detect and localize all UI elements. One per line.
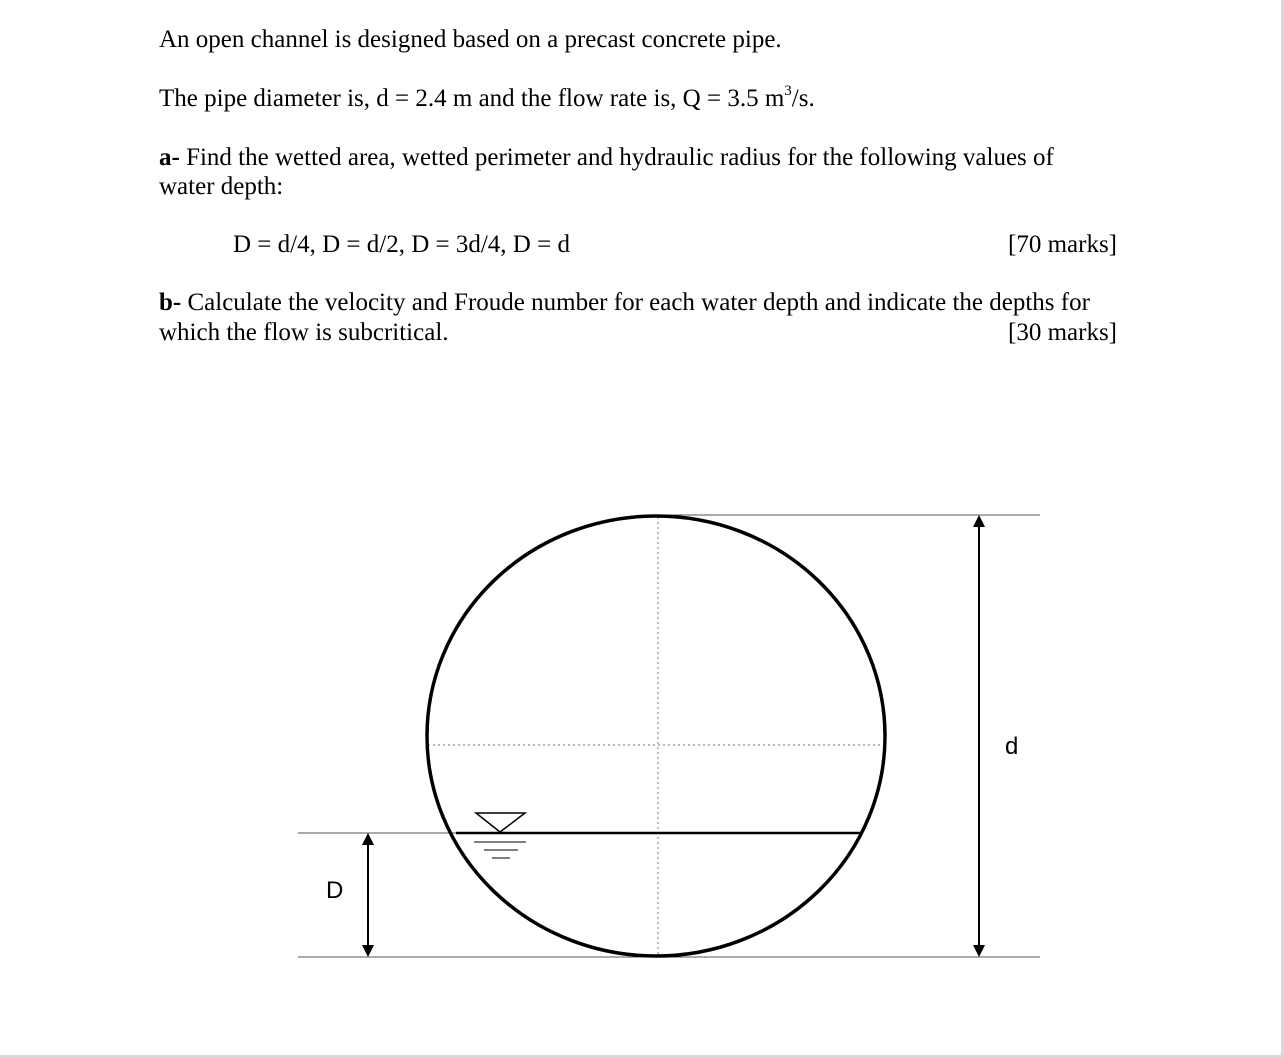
diameter-arrow-top-icon	[973, 515, 985, 527]
diameter-label: d	[1005, 733, 1019, 760]
part-b-marks: [30 marks]	[1008, 319, 1117, 346]
pipe-circle	[427, 516, 885, 956]
depth-label: D	[326, 877, 344, 904]
part-a-label: a-	[159, 144, 180, 171]
water-level-triangle-icon	[476, 813, 525, 832]
depth-values: D = d/4, D = d/2, D = 3d/4, D = d	[233, 231, 570, 258]
part-a-question: Find the wetted area, wetted perimeter and hydraulic radius for the following values of	[179, 144, 1054, 171]
part-b-label: b-	[159, 289, 182, 316]
depth-arrow-top-icon	[362, 833, 374, 845]
flow-unit-suffix: /s.	[791, 85, 815, 112]
part-a-line-2: water depth:	[159, 173, 284, 200]
cubed-superscript: 3	[784, 82, 792, 99]
part-b-question: Calculate the velocity and Froude number for each water depth and indicate the depths for	[181, 289, 1090, 316]
pipe-diameter-text: The pipe diameter is, d = 2.4 m and the flow rate is, Q = 3.5 m	[159, 85, 785, 112]
diameter-arrow-bottom-icon	[973, 945, 985, 957]
intro-line-1: An open channel is designed based on a precast concrete pipe.	[159, 26, 782, 53]
part-a-marks: [70 marks]	[1008, 231, 1117, 258]
part-b-line-2: which the flow is subcritical.	[159, 319, 449, 346]
depth-arrow-bottom-icon	[362, 945, 374, 957]
